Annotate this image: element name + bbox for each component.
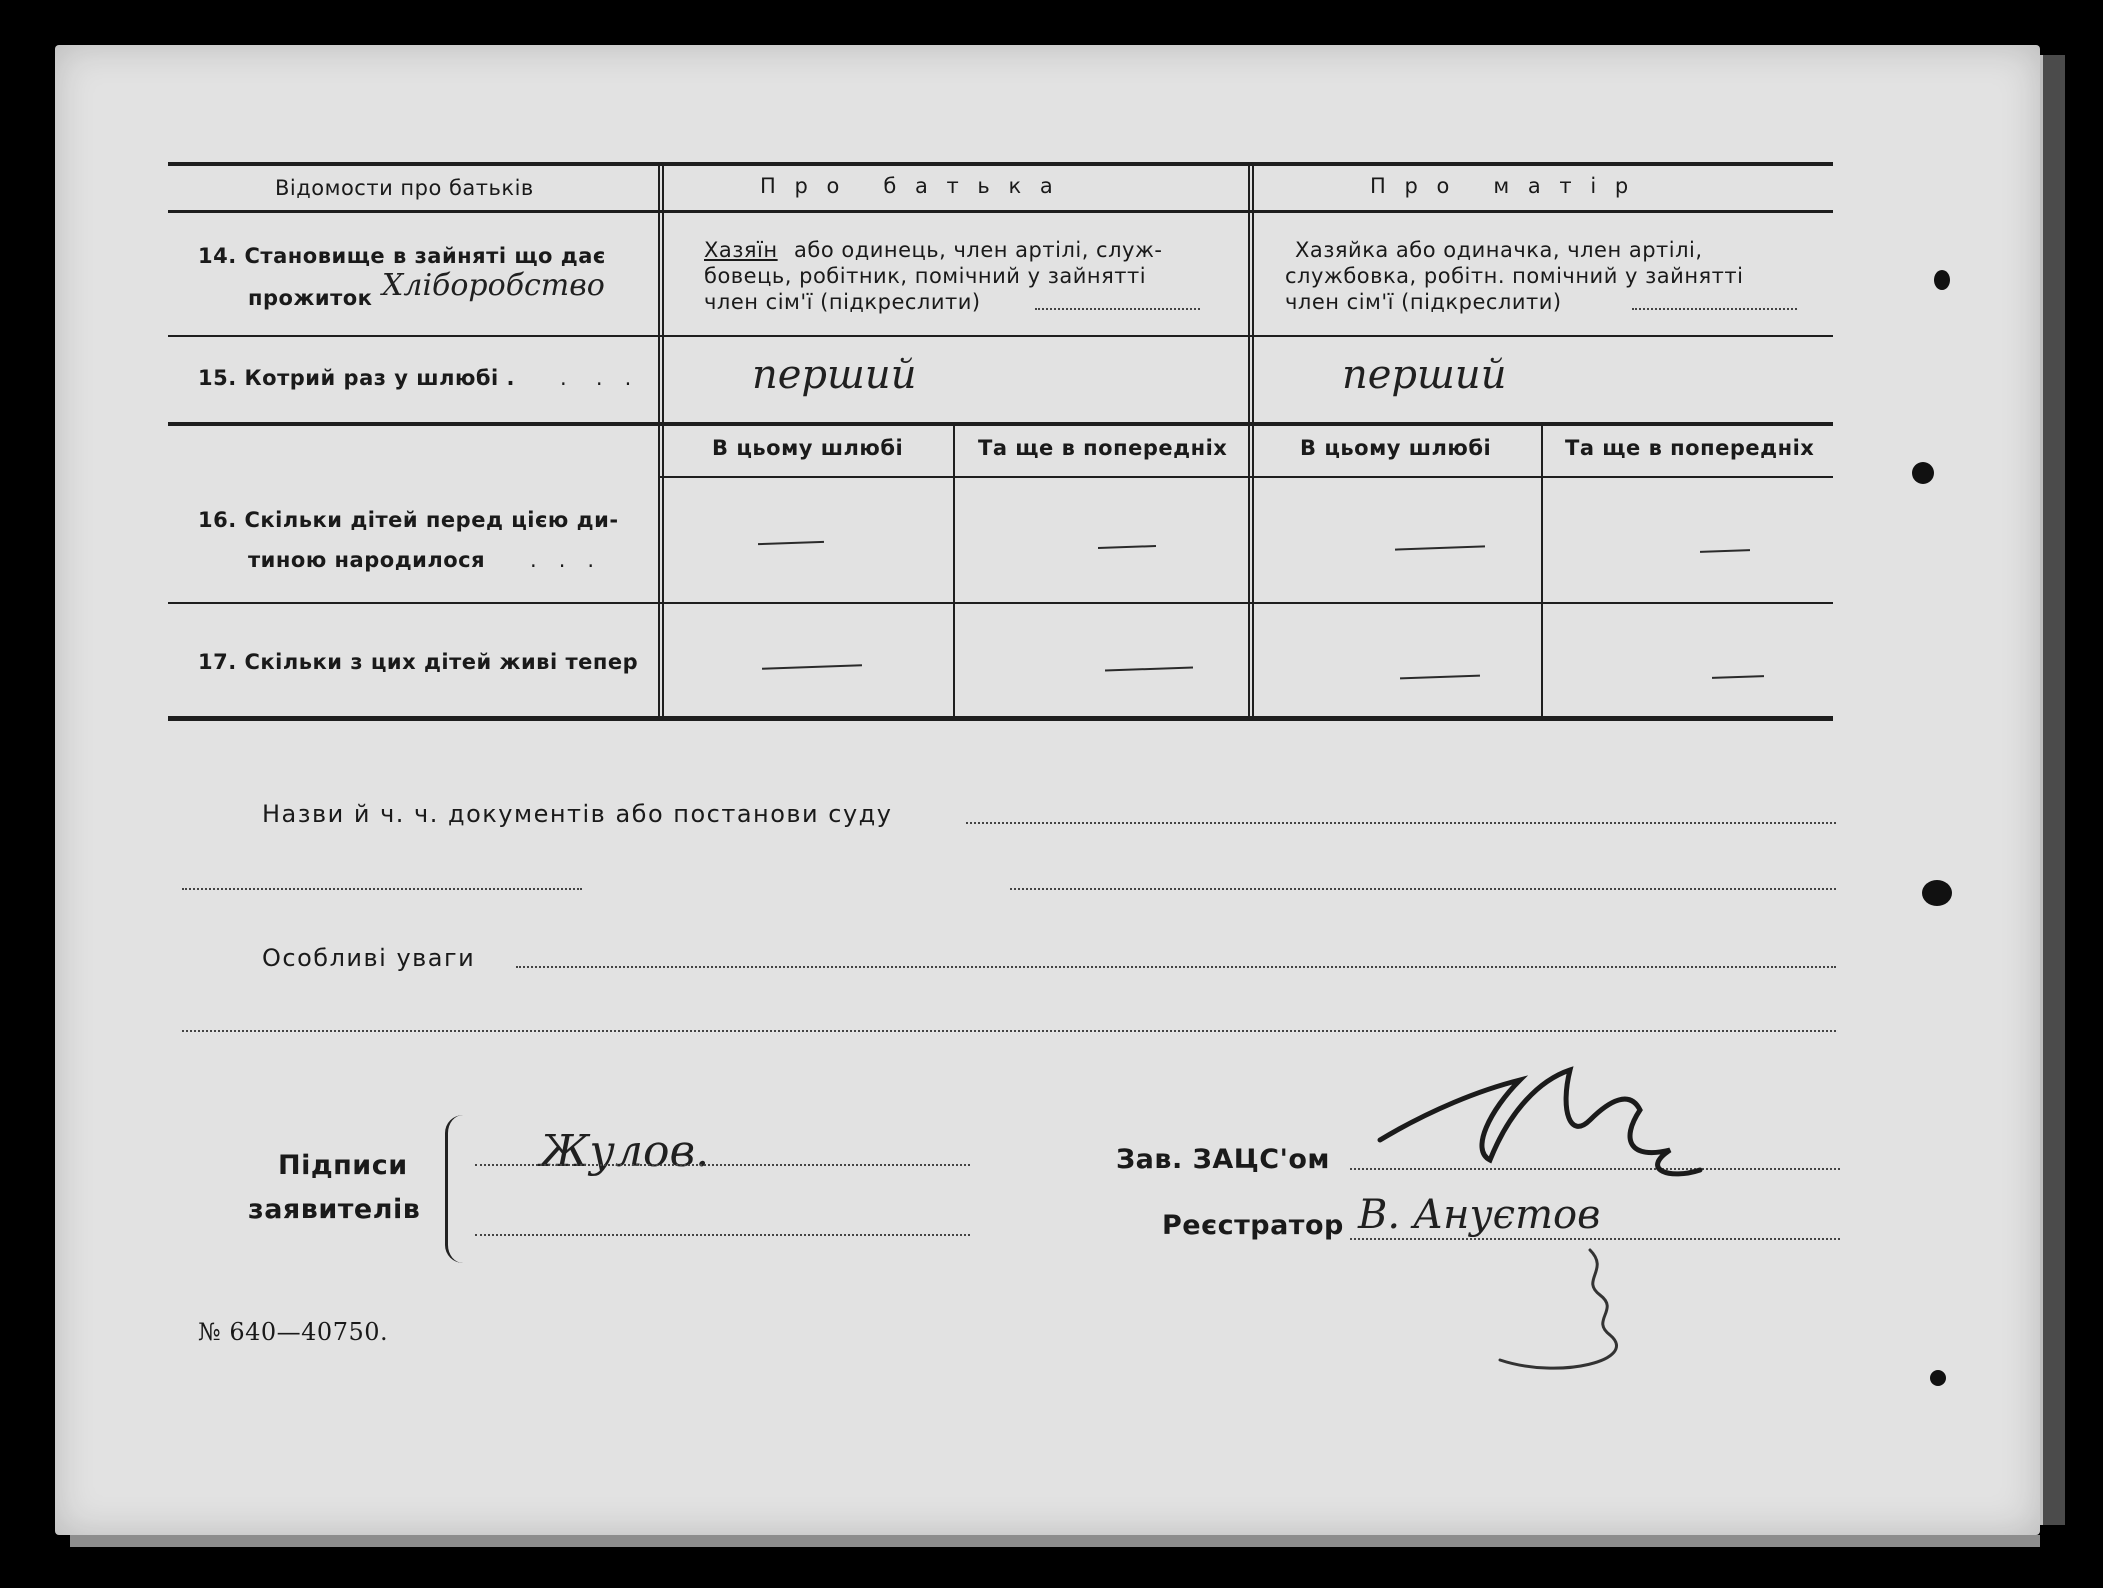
row15-bottom-rule xyxy=(168,422,1833,426)
row15-mother-handwritten: перший xyxy=(1342,352,1507,398)
documents-label: Назви й ч. ч. документів або постанови суду xyxy=(262,800,893,828)
row16-label-line1: 16. Скільки дітей перед цією ди- xyxy=(198,508,619,532)
column-divider xyxy=(1252,166,1254,718)
row14-mother-dotline xyxy=(1632,308,1797,310)
binder-hole xyxy=(1912,462,1934,484)
row14-father-line1-rest: або одинець, член артілі, служ- xyxy=(794,238,1163,262)
applicants-signatures-label-line1: Підписи xyxy=(278,1150,408,1181)
subcolumn-divider xyxy=(1541,426,1543,718)
father-owner-underlined: Хазяїн xyxy=(704,238,778,262)
row17-label: 17. Скільки з цих дітей живі тепер xyxy=(198,650,639,674)
registrar-label: Реєстратор xyxy=(1162,1210,1344,1241)
documents-dotline-1 xyxy=(966,822,1836,824)
remarks-label: Особливі уваги xyxy=(262,944,476,972)
subheader-mother-this-marriage: В цьому шлюбі xyxy=(1300,436,1492,460)
row16-label-line2: тиною народилося xyxy=(248,548,486,572)
row14-father-dotline xyxy=(1035,308,1200,310)
subcolumn-divider xyxy=(953,426,955,718)
subheader-father-this-marriage: В цьому шлюбі xyxy=(712,436,904,460)
row14-label-line1: 14. Становище в зайняті що дає xyxy=(198,244,606,268)
row14-bottom-rule xyxy=(168,335,1833,337)
signature-bracket xyxy=(445,1115,468,1263)
row14-occupation-handwritten: Хліборобство xyxy=(382,268,605,303)
applicant-signature: Жулов. xyxy=(540,1126,710,1177)
head-signature-scribble xyxy=(1370,1050,1710,1200)
row15-father-handwritten: перший xyxy=(752,352,917,398)
column-divider xyxy=(658,166,660,718)
header-about-father: П р о б а т ь к а xyxy=(760,174,1059,198)
column-divider xyxy=(662,166,664,718)
row15-label: 15. Котрий раз у шлюбі . xyxy=(198,366,516,390)
header-parents-info: Відомости про батьків xyxy=(275,176,534,200)
page-bottom-edge xyxy=(70,1535,2040,1547)
head-of-registry-label: Зав. ЗАЦС'ом xyxy=(1116,1144,1330,1175)
row15-dots: . . . xyxy=(560,366,632,390)
table-header-rule xyxy=(168,210,1833,213)
row14-father-line3: член сім'ї (підкреслити) xyxy=(704,290,981,314)
applicants-signatures-label-line2: заявителів xyxy=(248,1194,421,1225)
form-number: № 640—40750. xyxy=(198,1318,389,1346)
applicant-signature-line-1 xyxy=(475,1164,970,1166)
binder-hole xyxy=(1930,1370,1946,1386)
subheader-bottom-rule xyxy=(660,476,1833,478)
page-edge xyxy=(2040,55,2065,1525)
row14-mother-line2: службовка, робітн. помічний у зайнятті xyxy=(1285,264,1744,288)
column-divider xyxy=(1248,166,1250,718)
header-about-mother: П р о м а т і р xyxy=(1370,174,1635,198)
registrar-flourish xyxy=(1440,1240,1660,1380)
binder-hole xyxy=(1922,880,1952,906)
documents-dotline-2 xyxy=(182,888,582,890)
subheader-mother-previous: Та ще в попередніх xyxy=(1565,436,1815,460)
applicant-signature-line-2 xyxy=(475,1234,970,1236)
row16-bottom-rule xyxy=(168,602,1833,604)
row14-father-line2: бовець, робітник, помічний у зайнятті xyxy=(704,264,1147,288)
registrar-signature: В. Ануєтов xyxy=(1358,1192,1601,1238)
table-top-rule xyxy=(168,162,1833,166)
row14-mother-line1: Хазяйка або одиначка, член артілі, xyxy=(1295,238,1703,262)
row16-dots: . . . xyxy=(530,548,595,572)
remarks-dotline-2 xyxy=(182,1030,1836,1032)
documents-dotline-3 xyxy=(1010,888,1836,890)
subheader-father-previous: Та ще в попередніх xyxy=(978,436,1228,460)
table-bottom-rule xyxy=(168,716,1833,721)
row14-label-line2: прожиток xyxy=(248,286,373,310)
binder-hole xyxy=(1934,270,1950,290)
row14-mother-line3: член сім'ї (підкреслити) xyxy=(1285,290,1562,314)
remarks-dotline-1 xyxy=(516,966,1836,968)
